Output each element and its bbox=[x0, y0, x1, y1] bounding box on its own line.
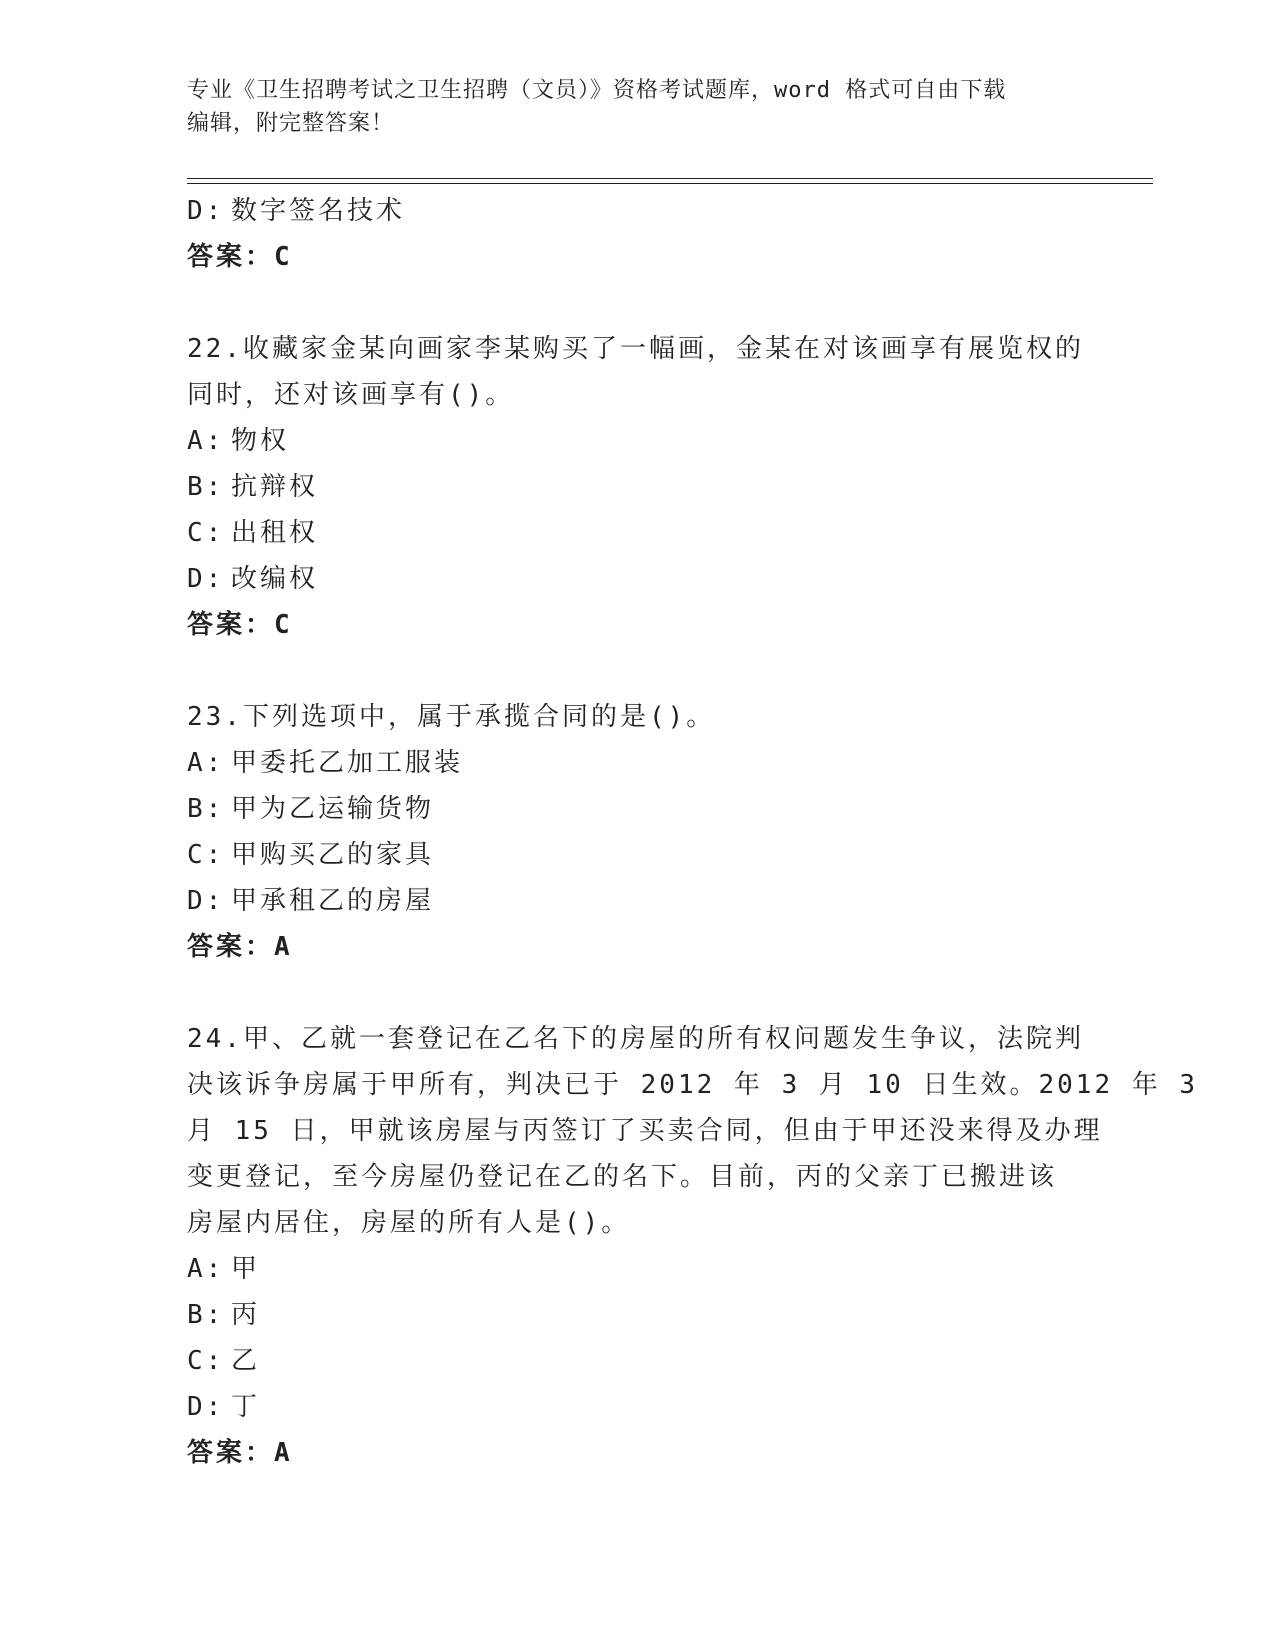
document-header bbox=[187, 74, 1087, 140]
option-key: C: bbox=[187, 518, 225, 548]
option-text: 甲委托乙加工服装 bbox=[231, 748, 464, 778]
option-d bbox=[187, 556, 1087, 602]
header-line-2: 编辑，附完整答案！ bbox=[187, 111, 395, 136]
option-text: 改编权 bbox=[231, 564, 319, 594]
question-text: 月 15 日，甲就该房屋与丙签订了买卖合同，但由于甲还没来得及办理 bbox=[187, 1116, 1103, 1146]
spacer bbox=[187, 280, 1087, 326]
option-a bbox=[187, 740, 1087, 786]
question-text: 24.甲、乙就一套登记在乙名下的房屋的所有权问题发生争议，法院判 bbox=[187, 1024, 1084, 1054]
option-key: D: bbox=[187, 1392, 225, 1422]
option-key: D: bbox=[187, 886, 225, 916]
option-text: 甲为乙运输货物 bbox=[231, 794, 435, 824]
question-content bbox=[187, 188, 1199, 1476]
question-text: 23.下列选项中，属于承揽合同的是()。 bbox=[187, 702, 716, 732]
option-b bbox=[187, 1292, 1087, 1338]
answer: 答案：A bbox=[187, 932, 293, 962]
answer: 答案：A bbox=[187, 1438, 293, 1468]
question-text: 同时，还对该画享有()。 bbox=[187, 380, 515, 410]
option-key: B: bbox=[187, 794, 225, 824]
option-text: 物权 bbox=[231, 426, 290, 456]
option-d bbox=[187, 1384, 1087, 1430]
option-d bbox=[187, 878, 1087, 924]
option-key: C: bbox=[187, 840, 225, 870]
option-a bbox=[187, 1246, 1087, 1292]
option-text: 出租权 bbox=[231, 518, 319, 548]
header-line-1: 专业《卫生招聘考试之卫生招聘（文员）》资格考试题库，word 格式可自由下载 bbox=[187, 78, 1007, 103]
option-key: D: bbox=[187, 196, 225, 226]
option-text: 丙 bbox=[231, 1300, 261, 1330]
prev-answer: 答案：C bbox=[187, 242, 293, 272]
option-key: B: bbox=[187, 1300, 225, 1330]
answer: 答案：C bbox=[187, 610, 293, 640]
option-text: 甲 bbox=[231, 1254, 261, 1284]
option-b bbox=[187, 464, 1087, 510]
option-key: A: bbox=[187, 1254, 225, 1284]
option-text: 甲承租乙的房屋 bbox=[231, 886, 435, 916]
header-divider-bottom bbox=[187, 183, 1153, 184]
option-text: 数字签名技术 bbox=[231, 196, 406, 226]
header-divider-top bbox=[187, 178, 1153, 179]
question-text: 22.收藏家金某向画家李某购买了一幅画，金某在对该画享有展览权的 bbox=[187, 334, 1084, 364]
question-text: 变更登记，至今房屋仍登记在乙的名下。目前，丙的父亲丁已搬进该 bbox=[187, 1162, 1058, 1192]
option-key: B: bbox=[187, 472, 225, 502]
option-text: 抗辩权 bbox=[231, 472, 319, 502]
option-c bbox=[187, 1338, 1087, 1384]
question-text: 房屋内居住，房屋的所有人是()。 bbox=[187, 1208, 631, 1238]
spacer bbox=[187, 970, 1087, 1016]
option-key: A: bbox=[187, 426, 225, 456]
option-key: D: bbox=[187, 564, 225, 594]
question-text: 决该诉争房属于甲所有，判决已于 2012 年 3 月 10 日生效。2012 年 3 bbox=[187, 1070, 1199, 1100]
option-c bbox=[187, 832, 1087, 878]
option-text: 丁 bbox=[231, 1392, 261, 1422]
option-key: C: bbox=[187, 1346, 225, 1376]
question-22 bbox=[187, 326, 1087, 648]
option-b bbox=[187, 786, 1087, 832]
option-text: 甲购买乙的家具 bbox=[231, 840, 435, 870]
question-24 bbox=[187, 1016, 1199, 1476]
option-c bbox=[187, 510, 1087, 556]
option-key: A: bbox=[187, 748, 225, 778]
spacer bbox=[187, 648, 1087, 694]
option-a bbox=[187, 418, 1087, 464]
question-23 bbox=[187, 694, 1087, 970]
prev-option-d bbox=[187, 188, 1087, 234]
option-text: 乙 bbox=[231, 1346, 261, 1376]
